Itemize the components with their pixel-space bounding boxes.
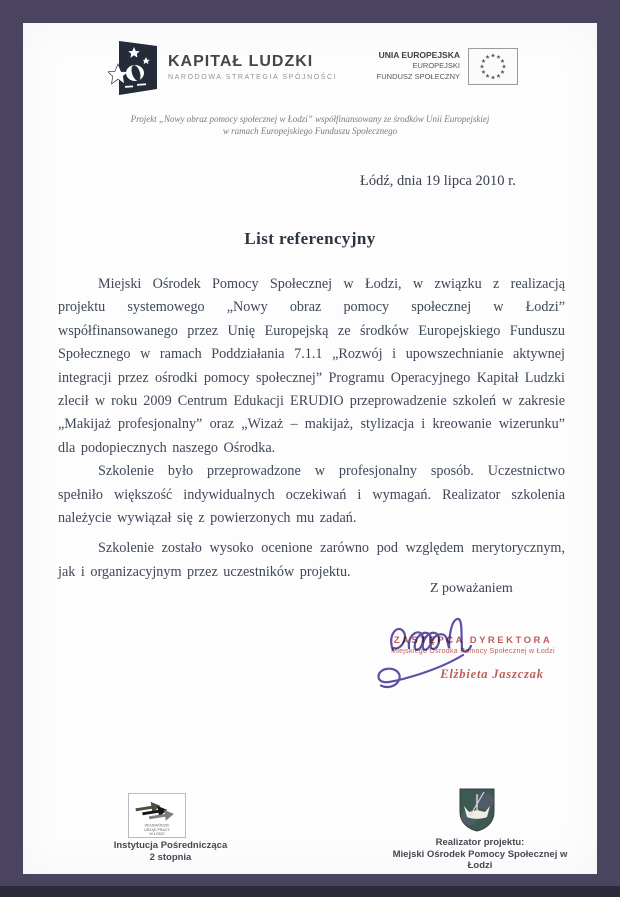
- caption-right-line1: Realizator projektu:: [435, 837, 525, 848]
- letter-page: [23, 23, 597, 874]
- caption-right-line2: Miejski Ośrodek Pomocy Społecznej w Łodzi: [392, 848, 568, 871]
- eu-wordmark: [273, 50, 460, 82]
- project-note-line1: Projekt „Nowy obraz pomocy społecznej w Łodzi” współfinansowany ze środków Unii Europejskiej: [130, 114, 490, 124]
- stamp-role: ZASTĘPCA DYREKTORA: [393, 635, 553, 646]
- project-funding-note: [23, 113, 597, 137]
- stamp-institution: Miejskiego Ośrodka Pomocy Społecznej w Łodzi: [391, 648, 555, 655]
- eu-flag-icon: [468, 48, 518, 85]
- eu-line1: UNIA EUROPEJSKA: [378, 50, 460, 60]
- lodz-crest-icon: [457, 786, 497, 833]
- kl-subtitle: NARODOWA STRATEGIA SPÓJNOŚCI: [168, 74, 338, 81]
- eu-line2: EUROPEJSKI: [412, 61, 460, 70]
- date-line: Łódź, dnia 19 lipca 2010 r.: [360, 173, 516, 189]
- caption-left-line2: 2 stopnia: [149, 851, 192, 863]
- wup-logo-line3: W ŁODZI: [149, 832, 165, 836]
- eu-line3: FUNDUSZ SPOŁECZNY: [376, 71, 460, 81]
- project-realizer-caption: [380, 837, 580, 872]
- document-title: List referencyjny: [244, 229, 376, 248]
- stamp-signer-name: Elżbieta Jaszczak: [440, 667, 544, 681]
- paragraph-2: Szkolenie było przeprowadzone w profesjonalny sposób. Uczestnictwo spełniło większość indywidualnych oczekiwań i wymagań. Realizator szkolenia należycie wywiązał się z powierzonych mu zadań.: [58, 463, 565, 527]
- intermediate-body-caption: [108, 840, 233, 863]
- kapital-ludzki-logo-icon: [108, 37, 160, 97]
- wup-arrows-logo-icon: [128, 793, 186, 838]
- caption-left-line1: Instytucja Pośrednicząca: [113, 840, 228, 851]
- paragraph-1: Miejski Ośrodek Pomocy Społecznej w Łodzi, w związku z realizacją projektu systemowego „Nowy obraz pomocy społecznej w Łodzi” współfinansowanego przez Unię Europejską ze środków Europejskiego Funduszu Społecznego w ramach Poddziałania 7.1.1 „Rozwój i upowszechnianie aktywnej integracji przez ośrodki pomocy społecznej” Programu Operacyjnego Kapitał Ludzki zlecił w roku 2009 Centrum Edukacji ERUDIO przeprowadzenie szkoleń w zakresie „Makijaż profesjonalny” oraz „Wizaż – makijaż, stylizacja i kreowanie wizerunku” dla podopiecznych naszego Ośrodka.: [58, 276, 565, 456]
- wup-logo-line1: WOJEWÓDZKI: [144, 823, 170, 828]
- closing-salutation: Z poważaniem: [430, 581, 513, 596]
- paragraph-3: Szkolenie zostało wysoko ocenione zarówno pod względem merytorycznym, jak i organizacyjnym przez uczestników projektu.: [58, 540, 565, 580]
- frame-bottom-strip: [0, 886, 620, 897]
- project-note-line2: w ramach Europejskiego Funduszu Społecznego: [222, 126, 398, 136]
- letter-body: [58, 273, 565, 584]
- kl-title: KAPITAŁ LUDZKI: [168, 53, 314, 70]
- wup-logo-line2: URZĄD PRACY: [144, 827, 170, 832]
- handwritten-signature-ink: [363, 598, 563, 698]
